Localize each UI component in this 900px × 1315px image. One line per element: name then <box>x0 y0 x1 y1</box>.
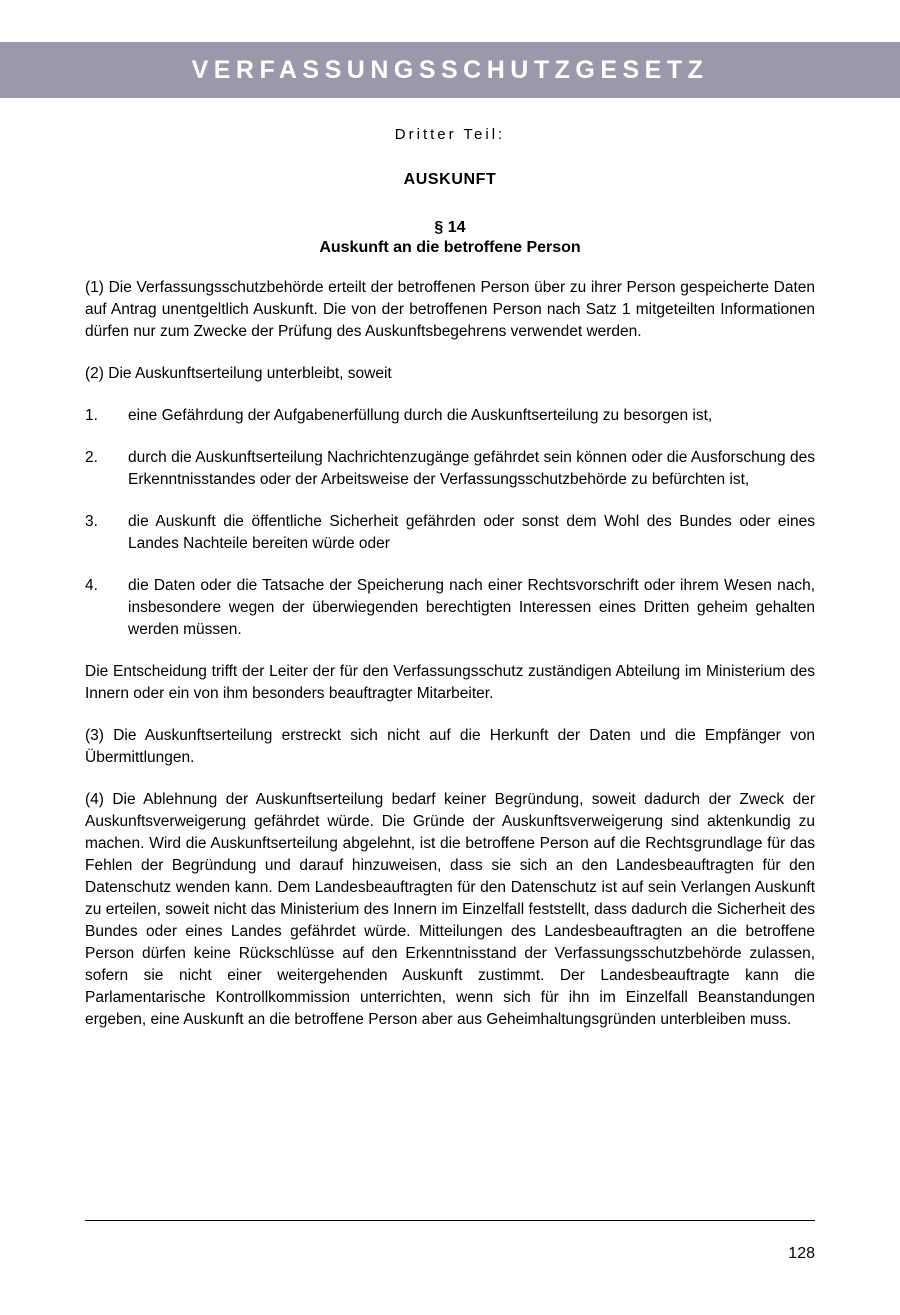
paragraph-number: § 14 <box>434 219 466 236</box>
list-item-text: die Auskunft die öffentliche Sicherheit gefährden oder sonst dem Wohl des Bundes oder eines Landes Nachteile bereiten würde oder <box>128 513 815 552</box>
list-item <box>85 511 815 555</box>
list-item-marker: 3. <box>85 513 98 530</box>
list-item <box>85 447 815 491</box>
paragraph-3: (3) Die Auskunftserteilung erstreckt sich nicht auf die Herkunft der Daten und die Empfänger von Übermittlungen. <box>85 727 815 766</box>
paragraph-2-intro: (2) Die Auskunftserteilung unterbleibt, soweit <box>85 365 392 382</box>
paragraph-2-closing: Die Entscheidung trifft der Leiter der für den Verfassungsschutz zuständigen Abteilung im Ministerium des Innern oder ein von ihm besonders beauftragter Mitarbeiter. <box>85 663 815 702</box>
document-page <box>0 42 900 1315</box>
list-item <box>85 405 815 427</box>
list-item-marker: 1. <box>85 407 98 424</box>
paragraph-1: (1) Die Verfassungsschutzbehörde erteilt der betroffenen Person über zu ihrer Person gespeicherte Daten auf Antrag unentgeltlich Auskunft. Die von der betroffenen Person nach Satz 1 mitgeteilten Informationen dürfen nur zum Zwecke der Prüfung des Auskunftsbegehrens verwendet werden. <box>85 279 815 340</box>
list-item <box>85 575 815 641</box>
part-label: Dritter Teil: <box>394 126 506 143</box>
list-item-marker: 4. <box>85 577 98 594</box>
list-item-text: die Daten oder die Tatsache der Speicherung nach einer Rechtsvorschrift oder ihrem Wesen nach, insbesondere wegen der überwiegenden berechtigten Interessen eines Dritten geheim gehalten werden müssen. <box>128 577 815 638</box>
paragraph-4: (4) Die Ablehnung der Auskunftserteilung bedarf keiner Begründung, soweit dadurch der Zweck der Auskunftsverweigerung gefährdet würde. Die Gründe der Auskunftsverweigerung sind aktenkundig zu machen. Wird die Auskunftserteilung abgelehnt, ist die betroffene Person auf die Rechtsgrundlage für das Fehlen der Begründung und darauf hinzuweisen, dass sie sich an den Landesbeauftragten für den Datenschutz wenden kann. Dem Landesbeauftragten für den Datenschutz ist auf sein Verlangen Auskunft zu erteilen, soweit nicht das Ministerium des Innern im Einzelfall feststellt, dass dadurch die Sicherheit des Bundes oder eines Landes gefährdet würde. Mitteilungen des Landesbeauftragten an die betroffene Person dürfen keine Rückschlüsse auf den Erkenntnisstand der Verfassungsschutzbehörde zulassen, sofern sie nicht einer weitergehenden Auskunft zustimmt. Der Landesbeauftragte kann die Parlamentarische Kontrollkommission unterrichten, wenn sich für ihn im Einzelfall Beanstandungen ergeben, eine Auskunft an die betroffene Person aber aus Geheimhaltungsgründen unterbleiben muss. <box>85 791 815 1028</box>
banner-title: VERFASSUNGSSCHUTZGESETZ <box>191 55 709 84</box>
numbered-list <box>85 405 815 641</box>
section-title: AUSKUNFT <box>403 171 497 188</box>
list-item-text: durch die Auskunftserteilung Nachrichtenzugänge gefährdet sein können oder die Ausforschung des Erkenntnisstandes oder der Arbeitsweise der Verfassungsschutzbehörde zu befürchten ist, <box>128 449 815 488</box>
list-item-marker: 2. <box>85 449 98 466</box>
document-content <box>0 126 900 1031</box>
document-banner <box>0 42 900 98</box>
paragraph-heading: Auskunft an die betroffene Person <box>319 239 581 256</box>
list-item-text: eine Gefährdung der Aufgabenerfüllung durch die Auskunftserteilung zu besorgen ist, <box>128 407 713 424</box>
page-number: 128 <box>788 1245 815 1262</box>
footer-divider <box>85 1220 815 1221</box>
